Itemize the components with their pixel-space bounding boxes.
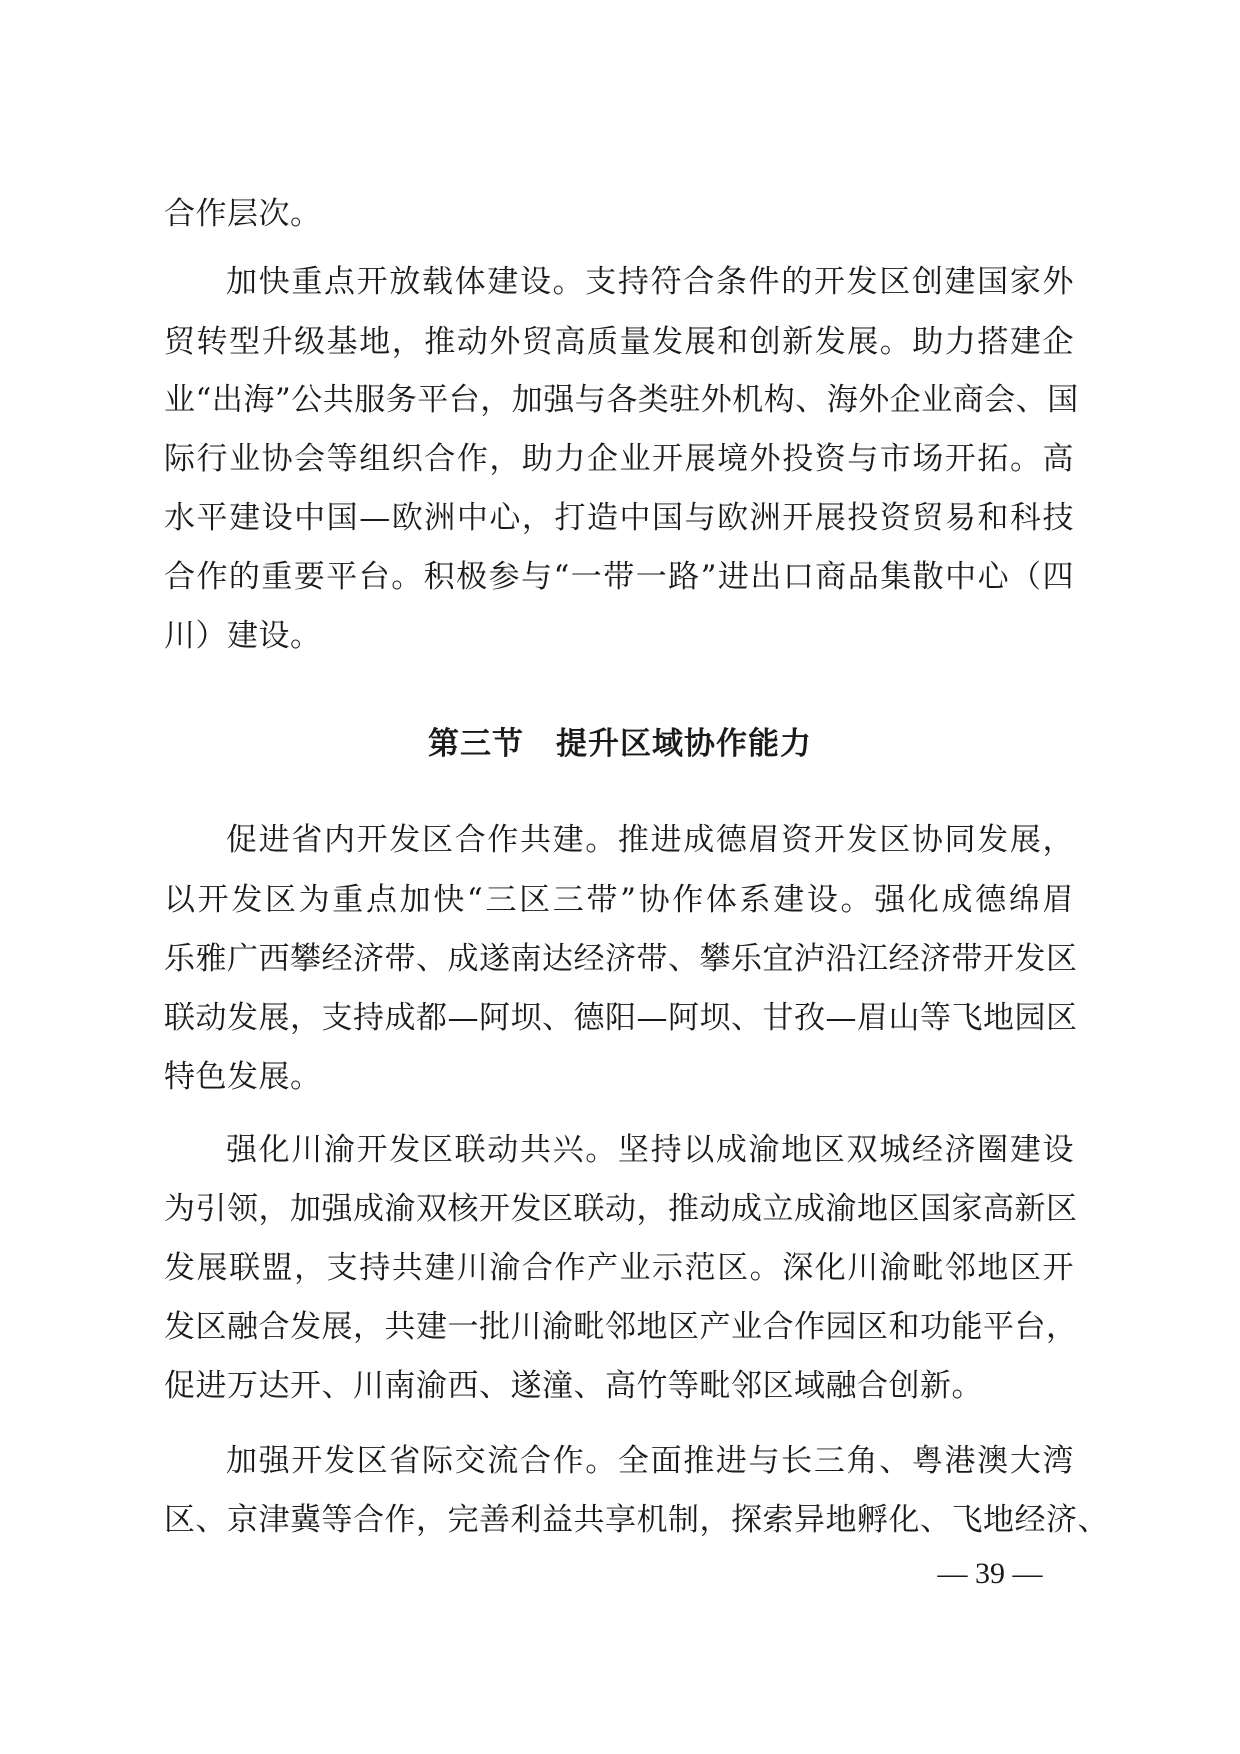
body-text-line: 联动发展，支持成都—阿坝、德阳—阿坝、甘孜—眉山等飞地园区	[164, 1000, 1078, 1036]
body-text-line: 川）建设。	[164, 618, 322, 654]
body-text-line: 水平建设中国—欧洲中心，打造中国与欧洲开展投资贸易和科技	[164, 500, 1074, 536]
body-text-line: 业“出海”公共服务平台，加强与各类驻外机构、海外企业商会、国	[164, 382, 1079, 418]
body-text-line: 区、京津冀等合作，完善利益共享机制，探索异地孵化、飞地经济、	[164, 1502, 1109, 1538]
body-text-line: 为引领，加强成渝双核开发区联动，推动成立成渝地区国家高新区	[164, 1191, 1078, 1227]
section-heading: 第三节 提升区域协作能力	[428, 726, 812, 762]
body-text-line: 际行业协会等组织合作，助力企业开展境外投资与市场开拓。高	[164, 441, 1074, 477]
page-number: — 39 —	[937, 1557, 1043, 1590]
paragraph-start: 促进省内开发区合作共建。推进成德眉资开发区协同发展，	[226, 822, 1074, 858]
paragraph-start: 加强开发区省际交流合作。全面推进与长三角、粤港澳大湾	[226, 1443, 1074, 1479]
body-text-line: 贸转型升级基地，推动外贸高质量发展和创新发展。助力搭建企	[164, 324, 1074, 360]
paragraph-start: 强化川渝开发区联动共兴。坚持以成渝地区双城经济圈建设	[226, 1132, 1074, 1168]
body-text-line: 合作层次。	[164, 196, 322, 232]
body-text-line: 乐雅广西攀经济带、成遂南达经济带、攀乐宜泸沿江经济带开发区	[164, 941, 1078, 977]
body-text-line: 以开发区为重点加快“三区三带”协作体系建设。强化成德绵眉	[164, 882, 1074, 918]
body-text-line: 发展联盟，支持共建川渝合作产业示范区。深化川渝毗邻地区开	[164, 1250, 1074, 1286]
body-text-line: 发区融合发展，共建一批川渝毗邻地区产业合作园区和功能平台，	[164, 1309, 1078, 1345]
body-text-line: 特色发展。	[164, 1059, 322, 1095]
paragraph-start: 加快重点开放载体建设。支持符合条件的开发区创建国家外	[226, 264, 1074, 300]
body-text-line: 促进万达开、川南渝西、遂潼、高竹等毗邻区域融合创新。	[164, 1368, 983, 1404]
body-text-line: 合作的重要平台。积极参与“一带一路”进出口商品集散中心（四	[164, 559, 1074, 595]
